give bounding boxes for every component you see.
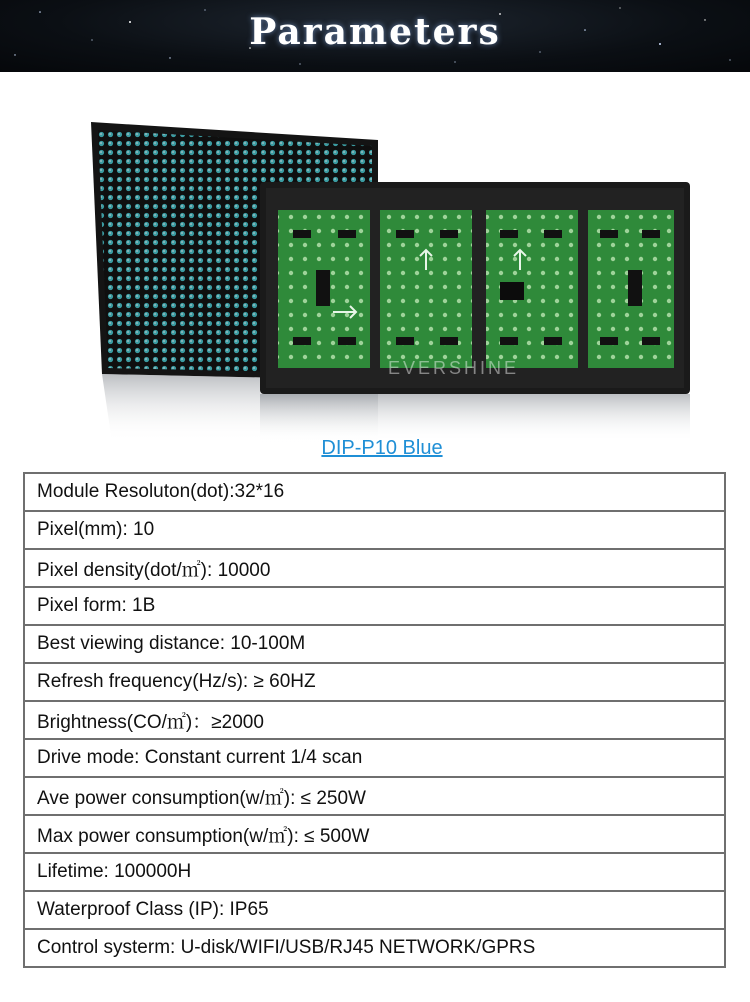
spec-viewing-distance: Best viewing distance: 10-100M xyxy=(24,625,725,663)
table-row xyxy=(24,853,725,891)
spec-control-system: Control systerm: U-disk/WIFI/USB/RJ45 NETWORK/GPRS xyxy=(24,929,725,967)
parameters-banner xyxy=(0,0,750,72)
table-row xyxy=(24,891,725,929)
svg-text:EVERSHINE: EVERSHINE xyxy=(388,358,520,378)
spec-drive-mode: Drive mode: Constant current 1/4 scan xyxy=(24,739,725,777)
spec-table xyxy=(23,472,726,968)
table-row xyxy=(24,587,725,625)
table-row xyxy=(24,473,725,511)
spec-module-resolution: Module Resoluton(dot):32*16 xyxy=(24,473,725,511)
led-module-photo xyxy=(88,112,694,442)
spec-brightness: Brightness(CO/㎡)：≥2000 xyxy=(24,701,725,739)
spec-pixel-pitch: Pixel(mm): 10 xyxy=(24,511,725,549)
product-caption-link[interactable]: DIP-P10 Blue xyxy=(321,437,443,459)
table-row xyxy=(24,701,725,739)
table-row xyxy=(24,625,725,663)
spec-refresh-frequency: Refresh frequency(Hz/s): ≥ 60HZ xyxy=(24,663,725,701)
spec-pixel-density: Pixel density(dot/㎡): 10000 xyxy=(24,549,725,587)
table-row xyxy=(24,815,725,853)
spec-waterproof-class: Waterproof Class (IP): IP65 xyxy=(24,891,725,929)
spec-pixel-form: Pixel form: 1B xyxy=(24,587,725,625)
table-row xyxy=(24,777,725,815)
spec-ave-power: Ave power consumption(w/㎡): ≤ 250W xyxy=(24,777,725,815)
spec-lifetime: Lifetime: 100000H xyxy=(24,853,725,891)
table-row xyxy=(24,549,725,587)
table-row xyxy=(24,663,725,701)
table-row xyxy=(24,511,725,549)
page-title: Parameters xyxy=(249,11,501,53)
spec-max-power: Max power consumption(w/㎡): ≤ 500W xyxy=(24,815,725,853)
table-row xyxy=(24,929,725,967)
table-row xyxy=(24,739,725,777)
